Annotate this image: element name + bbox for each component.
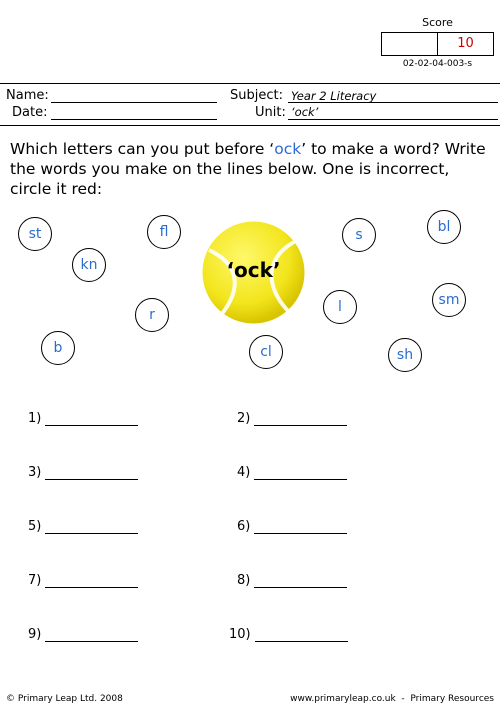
name-label: Name: — [6, 88, 49, 103]
answer-line-7[interactable] — [28, 573, 138, 588]
answer-number: 4) — [237, 465, 251, 480]
letter-bubble-sh[interactable]: sh — [388, 338, 422, 372]
date-label: Date: — [12, 105, 48, 120]
date-field[interactable] — [51, 119, 217, 120]
unit-value: ‘ock’ — [291, 105, 319, 119]
answer-line-5[interactable] — [28, 519, 138, 534]
letter-bubble-cl[interactable]: cl — [249, 335, 283, 369]
answer-number: 3) — [28, 465, 42, 480]
letter-bubble-fl[interactable]: fl — [147, 215, 181, 249]
answer-line-6[interactable] — [237, 519, 347, 534]
subject-label: Subject: — [230, 88, 283, 103]
answer-number: 6) — [237, 519, 251, 534]
header-divider — [0, 125, 500, 126]
letter-bubble-l[interactable]: l — [323, 290, 357, 324]
letter-bubble-bl[interactable]: bl — [427, 210, 461, 244]
score-label: Score — [422, 16, 453, 29]
answer-line-3[interactable] — [28, 465, 138, 480]
instructions-text-before: Which letters can you put before ‘ — [10, 140, 275, 158]
reference-code: 02-02-04-003-s — [402, 59, 473, 69]
instructions — [10, 139, 494, 199]
answer-line-9[interactable] — [28, 627, 138, 642]
letter-bubble-sm[interactable]: sm — [432, 283, 466, 317]
score-box — [381, 32, 494, 56]
answer-line-10[interactable] — [229, 627, 348, 642]
letter-bubble-r[interactable]: r — [135, 298, 169, 332]
answer-line-8[interactable] — [237, 573, 347, 588]
answer-number: 8) — [237, 573, 251, 588]
answer-line-4[interactable] — [237, 465, 347, 480]
unit-field — [288, 119, 498, 120]
unit-label: Unit: — [255, 105, 286, 120]
footer-website: www.primaryleap.co.uk - Primary Resources — [290, 694, 494, 704]
answer-number: 5) — [28, 519, 42, 534]
instructions-text-after: ’ to make a word? Write the words you make on the lines below. One is incorrect, circle it red: — [10, 140, 486, 198]
name-field[interactable] — [51, 102, 217, 103]
answer-number: 2) — [237, 411, 251, 426]
top-divider — [0, 83, 500, 84]
answer-number: 9) — [28, 627, 42, 642]
letter-bubble-b[interactable]: b — [41, 331, 75, 365]
letter-bubble-s[interactable]: s — [342, 218, 376, 252]
center-word: ‘ock’ — [226, 258, 281, 282]
footer-copyright: © Primary Leap Ltd. 2008 — [6, 694, 123, 704]
answer-line-2[interactable] — [237, 411, 347, 426]
answer-line-1[interactable] — [28, 411, 138, 426]
answer-number: 10) — [229, 627, 251, 642]
answer-number: 7) — [28, 573, 42, 588]
instructions-highlight: ock — [274, 140, 302, 158]
letter-bubble-kn[interactable]: kn — [72, 248, 106, 282]
score-value: 10 — [457, 36, 474, 51]
answer-number: 1) — [28, 411, 42, 426]
subject-value: Year 2 Literacy — [291, 89, 377, 103]
letter-bubble-st[interactable]: st — [18, 217, 52, 251]
